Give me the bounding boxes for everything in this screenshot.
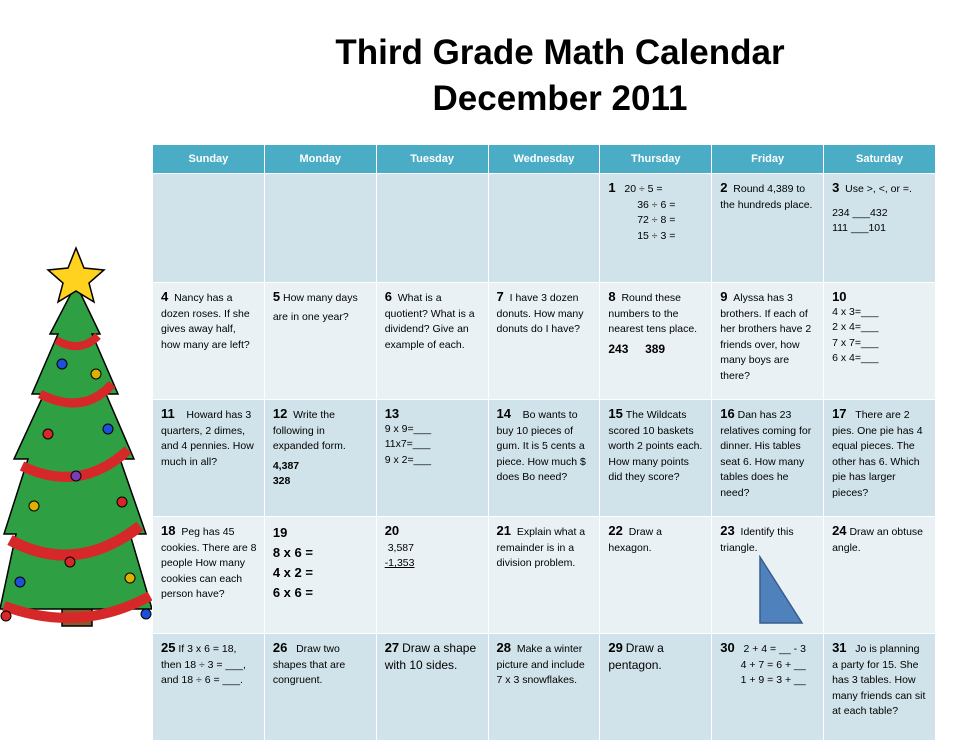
day-text: Identify this triangle. <box>720 526 794 554</box>
week-row-4 <box>153 517 936 634</box>
day-line: 20 ÷ 5 = <box>624 183 663 195</box>
day-text: Round 4,389 to the hundreds place. <box>720 183 813 211</box>
day-cell-1 <box>600 174 712 283</box>
day-cell-20 <box>376 517 488 634</box>
day-number: 4 <box>161 289 169 304</box>
right-triangle-shape <box>756 555 806 625</box>
day-text: If 3 x 6 = 18, then 18 ÷ 3 = ___, and 18 ÷ 6 = ___. <box>161 643 246 686</box>
day-text: Howard has 3 quarters, 2 dimes, and 4 pennies. How much in all? <box>161 409 254 468</box>
day-cell-3 <box>824 174 936 283</box>
day-number: 26 <box>272 640 288 655</box>
day-line: 72 ÷ 8 = <box>637 214 676 226</box>
day-text: Use >, <, or =. <box>845 183 912 195</box>
day-number: 24 <box>832 523 847 538</box>
weekday-sunday: Sunday <box>153 145 265 174</box>
day-text: How many days are in one year? <box>272 292 358 323</box>
day-line: 328 <box>272 475 291 487</box>
day-text: Explain what a remainder is in a division problem. <box>496 526 586 569</box>
weekday-friday: Friday <box>712 145 824 174</box>
weekday-saturday: Saturday <box>824 145 936 174</box>
day-line: 234 ___432 <box>832 206 888 219</box>
day-number: 7 <box>496 289 504 304</box>
day-line: 2 x 4=___ <box>832 321 879 333</box>
day-line: 111 ___101 <box>832 222 886 234</box>
day-number: 21 <box>496 523 511 538</box>
day-line: 4 x 3=___ <box>832 305 879 318</box>
day-cell-10 <box>824 283 936 400</box>
day-text: Round these numbers to the nearest tens place. <box>608 292 698 335</box>
day-cell-11 <box>153 400 265 517</box>
day-line: 3,587 <box>387 541 414 554</box>
empty-day-cell <box>488 174 600 283</box>
week-row-2 <box>153 283 936 400</box>
week-row-5 <box>153 634 936 741</box>
day-text: Draw an obtuse angle. <box>832 526 923 554</box>
day-number: 17 <box>832 406 847 421</box>
day-text: Bo wants to buy 10 pieces of gum. It is 5 cents a piece. How much $ does Bo need? <box>496 409 586 483</box>
day-cell-27 <box>376 634 488 741</box>
day-text: What is a quotient? What is a dividend? Give an example of each. <box>384 292 475 351</box>
day-cell-22 <box>600 517 712 634</box>
weekday-monday: Monday <box>264 145 376 174</box>
day-text: Draw two shapes that are congruent. <box>272 643 346 686</box>
day-number: 15 <box>608 406 623 421</box>
day-text: Draw a shape with 10 sides. <box>384 641 477 672</box>
christmas-tree-illustration <box>0 244 152 720</box>
day-number: 20 <box>384 523 400 538</box>
day-number: 25 <box>161 640 176 655</box>
day-number: 22 <box>608 523 623 538</box>
day-text: The Wildcats scored 10 baskets worth 2 points each. How many points did they score? <box>608 409 703 483</box>
empty-day-cell <box>264 174 376 283</box>
day-cell-21 <box>488 517 600 634</box>
day-line: 2 + 4 = __ - 3 <box>743 643 806 655</box>
day-text: Make a winter picture and include 7 x 3 snowflakes. <box>496 643 585 686</box>
day-line: 6 x 6 = <box>272 585 313 600</box>
day-line: 36 ÷ 6 = <box>637 198 676 211</box>
day-cell-2 <box>712 174 824 283</box>
day-number: 9 <box>720 289 728 304</box>
day-number: 8 <box>608 289 616 304</box>
calendar-grid <box>152 144 936 741</box>
day-number: 29 <box>608 640 623 655</box>
day-number: 10 <box>832 289 847 304</box>
day-line: 15 ÷ 3 = <box>637 229 676 242</box>
day-cell-14 <box>488 400 600 517</box>
day-text: Nancy has a dozen roses. If she gives away half, how many are left? <box>161 292 250 351</box>
day-text: I have 3 dozen donuts. How many donuts do I have? <box>496 292 584 335</box>
day-line: 4 x 2 = <box>272 565 313 580</box>
day-number: 13 <box>384 406 400 421</box>
day-number: 18 <box>161 523 176 538</box>
empty-day-cell <box>376 174 488 283</box>
day-cell-24 <box>824 517 936 634</box>
day-cell-4 <box>153 283 265 400</box>
day-number: 6 <box>384 289 392 304</box>
day-text: Dan has 23 relatives coming for dinner. His tables seat 6. How many tables does he need? <box>720 409 812 499</box>
weekday-thursday: Thursday <box>600 145 712 174</box>
day-cell-7 <box>488 283 600 400</box>
day-line: -1,353 <box>384 557 415 569</box>
weekday-wednesday: Wednesday <box>488 145 600 174</box>
day-number: 2 <box>720 180 728 195</box>
day-text: Draw a pentagon. <box>608 641 664 672</box>
title-line-2: December 2011 <box>432 79 688 118</box>
day-numbers: 243 389 <box>608 341 666 356</box>
day-cell-26 <box>264 634 376 741</box>
tree-body <box>0 284 152 609</box>
day-line: 11x7=___ <box>384 438 431 450</box>
day-cell-6 <box>376 283 488 400</box>
weekday-tuesday: Tuesday <box>376 145 488 174</box>
day-number: 27 <box>384 640 400 655</box>
title-line-1: Third Grade Math Calendar <box>335 33 785 72</box>
day-cell-17 <box>824 400 936 517</box>
day-text: Draw a hexagon. <box>608 526 662 554</box>
day-line: 9 x 9=___ <box>384 422 432 435</box>
day-number: 11 <box>161 406 175 421</box>
day-text: Peg has 45 cookies. There are 8 people How many cookies can each person have? <box>161 526 257 600</box>
day-number: 3 <box>832 180 840 195</box>
day-text: There are 2 pies. One pie has 4 equal pieces. The other has 6. Which pie has larger pieces? <box>832 409 923 499</box>
day-cell-12 <box>264 400 376 517</box>
week-row-3 <box>153 400 936 517</box>
day-cell-18 <box>153 517 265 634</box>
empty-day-cell <box>153 174 265 283</box>
day-cell-15 <box>600 400 712 517</box>
day-number: 14 <box>496 406 511 421</box>
day-number: 5 <box>272 289 281 304</box>
day-number: 16 <box>720 406 735 421</box>
day-number: 28 <box>496 640 511 655</box>
weekday-header-row <box>153 145 936 174</box>
day-line: 6 x 4=___ <box>832 352 879 364</box>
day-line: 4 + 7 = 6 + __ <box>740 658 806 671</box>
day-number: 31 <box>832 640 847 655</box>
day-line: 1 + 9 = 3 + __ <box>740 674 806 686</box>
day-cell-19 <box>264 517 376 634</box>
page-title <box>240 30 880 122</box>
week-row-1 <box>153 174 936 283</box>
day-cell-28 <box>488 634 600 741</box>
day-line: 9 x 2=___ <box>384 453 432 466</box>
day-cell-13 <box>376 400 488 517</box>
day-cell-16 <box>712 400 824 517</box>
day-cell-5 <box>264 283 376 400</box>
day-number: 30 <box>720 640 735 655</box>
day-cell-8 <box>600 283 712 400</box>
day-number: 19 <box>272 525 288 540</box>
day-cell-9 <box>712 283 824 400</box>
day-line: 8 x 6 = <box>272 545 313 560</box>
day-cell-25 <box>153 634 265 741</box>
day-number: 23 <box>720 523 735 538</box>
day-cell-29 <box>600 634 712 741</box>
day-cell-23 <box>712 517 824 634</box>
day-text: Write the following in expanded form. <box>272 409 346 452</box>
day-line: 7 x 7=___ <box>832 336 879 349</box>
day-number: 1 <box>608 180 616 195</box>
day-number: 12 <box>272 406 288 421</box>
day-line: 4,387 <box>272 459 300 472</box>
day-cell-31 <box>824 634 936 741</box>
day-cell-30 <box>712 634 824 741</box>
day-text: Jo is planning a party for 15. She has 3 tables. How many friends can sit at each table? <box>832 643 926 717</box>
day-text: Alyssa has 3 brothers. If each of her brothers have 2 friends over, how many boys are there? <box>720 292 812 382</box>
